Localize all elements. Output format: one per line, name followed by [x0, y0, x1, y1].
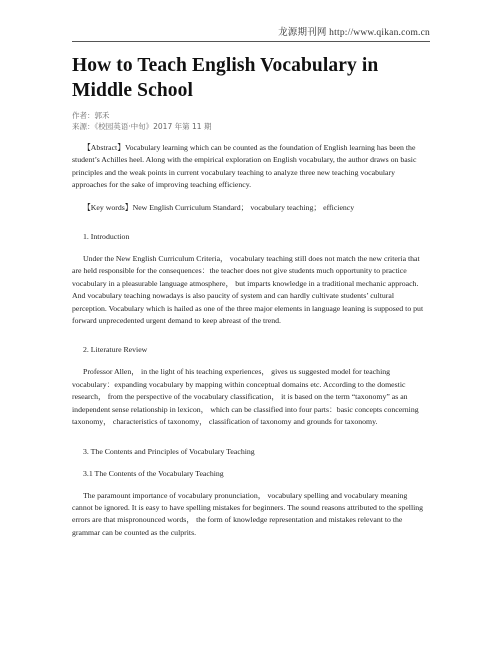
keywords: 【Key words】New English Curriculum Standard； vocabulary teaching； efficiency	[83, 202, 355, 212]
article-title: How to Teach English Vocabulary in Middle School	[72, 55, 379, 101]
section-paragraph: Professor Allen， in the light of his teaching experiences， gives us suggested model for teaching vocabulary：expanding vocabulary by mapping within conceptual domains etc. According to the domestic research， from the perspective of the vocabulary classification， it is based on the term “taxonomy” as an independent sense relationship in lexicon， which can be classified into four parts：basic concepts concerning taxonomy， characteristics of taxonomy， classification of taxonomy and grounds for taxonomy.	[72, 367, 419, 427]
article	[72, 53, 430, 539]
section-heading: 1. Introduction	[83, 232, 130, 242]
author-line: 作者：郭禾	[72, 111, 110, 120]
section-heading: 2. Literature Review	[83, 345, 148, 355]
section-paragraph: The paramount importance of vocabulary pronunciation， vocabulary spelling and vocabulary meaning cannot be ignored. It is easy to have spelling mistakes for beginners. The sound reasons attributed to the spelling errors are that mispronounced words， the form of knowledge representation and mistakes relevant to the grammar can be counted as the culprits.	[72, 490, 424, 537]
header-divider	[72, 41, 430, 42]
source-line: 来源：《校园英语·中旬》2017 年第 11 期	[72, 122, 212, 131]
site-name: 龙源期刊网 http://www.qikan.com.cn	[278, 28, 430, 38]
abstract: 【Abstract】Vocabulary learning which can be counted as the foundation of English learning has been the student’s Achilles heel. Along with the empirical exploration on English vocabulary, the author draws on basic principles and the weak points in current vocabulary teaching to analyze three new teaching vocabulary approaches for the sake of improving teaching efficiency.	[72, 143, 417, 190]
section-heading: 3. The Contents and Principles of Vocabulary Teaching	[83, 446, 255, 456]
section-paragraph: Under the New English Curriculum Criteria， vocabulary teaching still does not match the new criteria that are held responsible for the consequences：the teacher does not give students much opportunity to practice vocabulary in a pleasurable language atmosphere， but imparts knowledge in a traditional mechanic approach. And vocabulary teaching nowadays is also paucity of system and can hardly cultivate students’ cultural perception. Vocabulary which is hailed as one of the three major elements in language leaning is supposed to put forward unprecedented urgent demand to keep abreast of the trend.	[72, 254, 424, 326]
subsection-heading: 3.1 The Contents of the Vocabulary Teaching	[83, 468, 224, 478]
